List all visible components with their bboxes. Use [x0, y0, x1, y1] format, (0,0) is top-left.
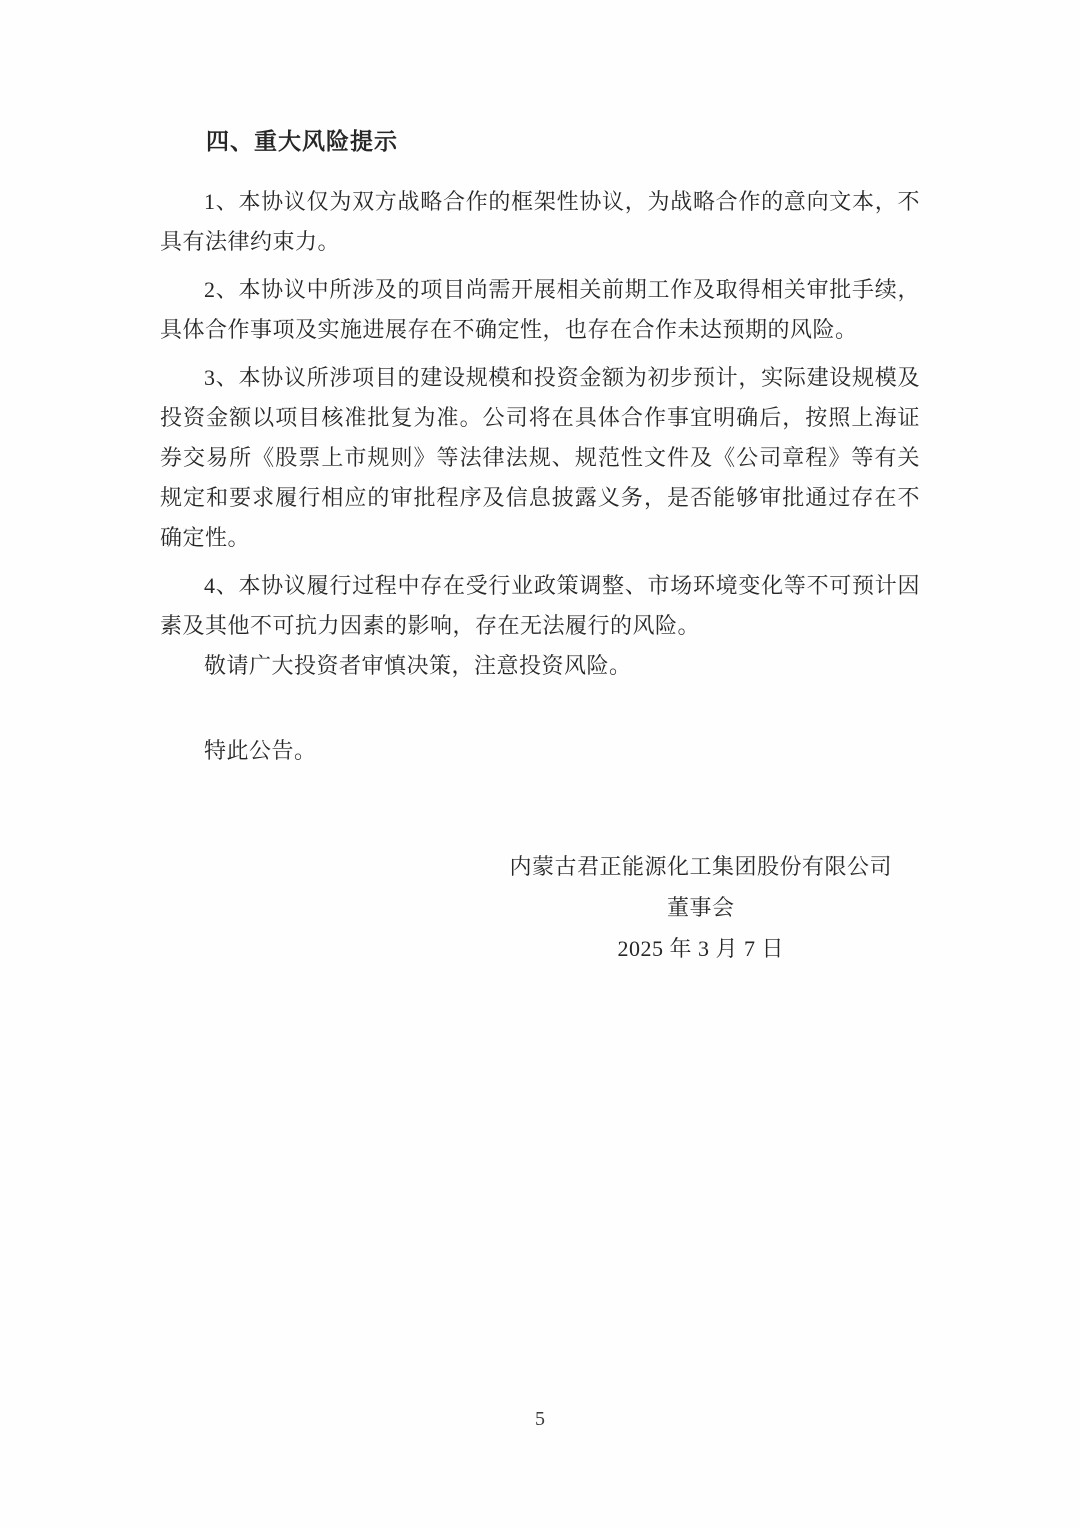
signature-block	[509, 846, 892, 969]
risk-paragraph-4: 4、本协议履行过程中存在受行业政策调整、市场环境变化等不可预计因素及其他不可抗力因素的影响，存在无法履行的风险。	[160, 573, 920, 638]
page-number: 5	[535, 1408, 545, 1430]
closing-statement: 特此公告。	[204, 738, 317, 763]
signature-company: 内蒙古君正能源化工集团股份有限公司	[509, 854, 892, 879]
document-body	[160, 0, 920, 969]
signature-date: 2025 年 3 月 7 日	[617, 936, 784, 961]
risk-paragraph-1: 1、本协议仅为双方战略合作的框架性协议，为战略合作的意向文本，不具有法律约束力。	[160, 189, 920, 254]
risk-paragraph-3: 3、本协议所涉项目的建设规模和投资金额为初步预计，实际建设规模及投资金额以项目核准批复为准。公司将在具体合作事宜明确后，按照上海证券交易所《股票上市规则》等法律法规、规范性文件及《公司章程》等有关规定和要求履行相应的审批程序及信息披露义务，是否能够审批通过存在不确定性。	[160, 365, 920, 550]
risk-paragraph-2: 2、本协议中所涉及的项目尚需开展相关前期工作及取得相关审批手续，具体合作事项及实施进展存在不确定性，也存在合作未达预期的风险。	[160, 277, 920, 342]
investor-caution-line: 敬请广大投资者审慎决策，注意投资风险。	[204, 653, 632, 678]
signature-signer: 董事会	[666, 895, 735, 920]
section-heading: 四、重大风险提示	[206, 129, 398, 154]
